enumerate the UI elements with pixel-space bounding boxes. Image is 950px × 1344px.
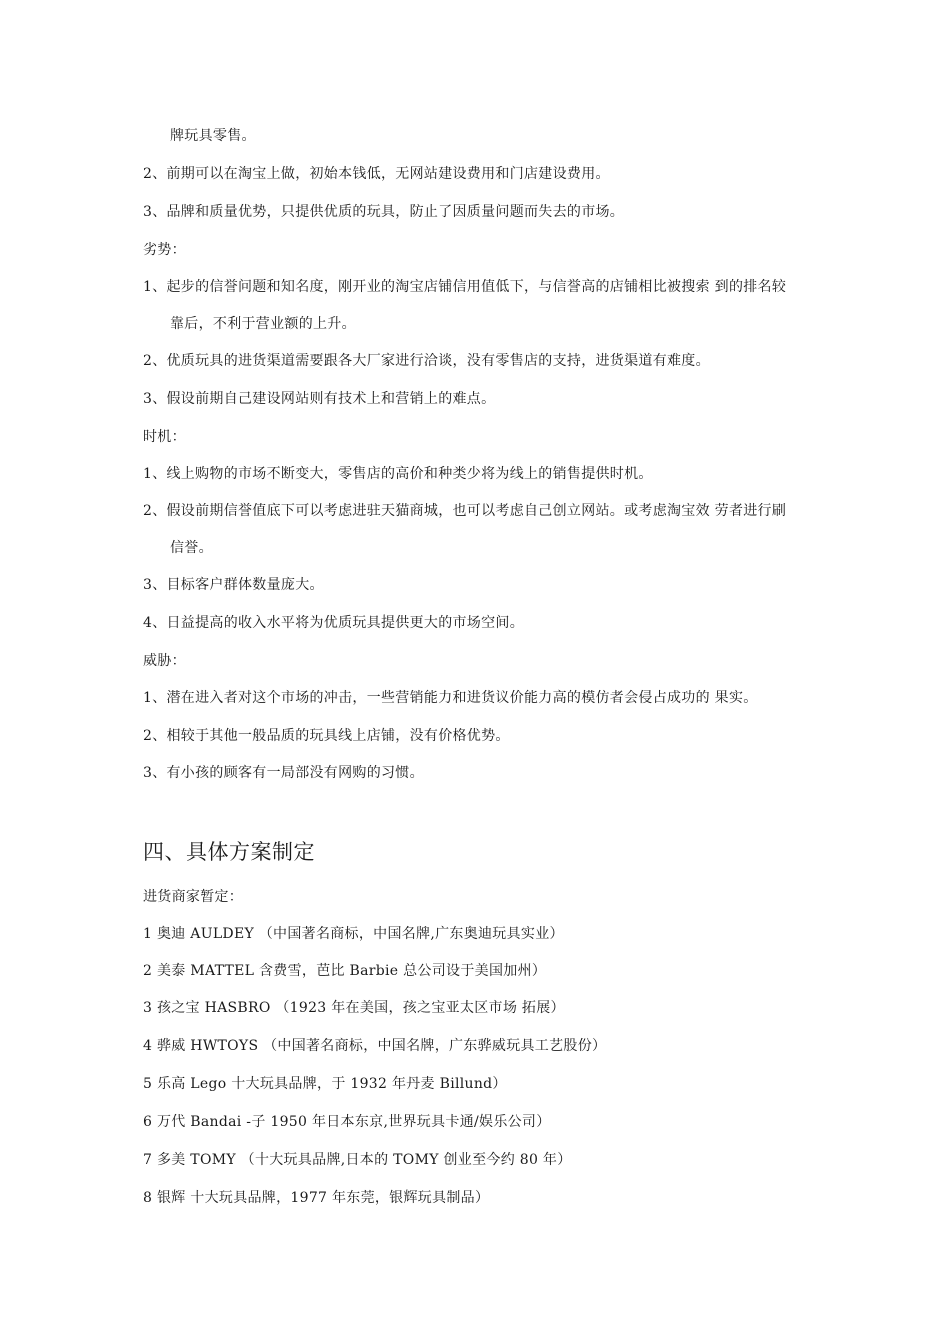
opportunity-item-1: 1、线上购物的市场不断变大，零售店的高价和种类少将为线上的销售提供时机。 <box>143 466 653 482</box>
threat-item-1: 1、潜在进入者对这个市场的冲击，一些营销能力和进货议价能力高的模仿者会侵占成功的 果实。 <box>143 690 758 706</box>
strength-item-2: 2、前期可以在淘宝上做，初始本钱低，无网站建设费用和门店建设费用。 <box>143 166 610 182</box>
weakness-item-1-continued: 靠后，不利于营业额的上升。 <box>170 316 356 332</box>
threats-title: 威胁： <box>143 653 186 669</box>
supplier-item: 1 奥迪 AULDEY （中国著名商标，中国名牌,广东奥迪玩具实业） <box>143 926 564 942</box>
supplier-item: 2 美泰 MATTEL 含费雪，芭比 Barbie 总公司设于美国加州） <box>143 963 547 979</box>
supplier-item: 3 孩之宝 HASBRO （1923 年在美国，孩之宝亚太区市场 拓展） <box>143 1000 565 1016</box>
opportunity-item-3: 3、目标客户群体数量庞大。 <box>143 577 324 593</box>
supplier-item: 6 万代 Bandai -子 1950 年日本东京,世界玩具卡通/娱乐公司） <box>143 1114 551 1130</box>
supplier-item: 4 骅威 HWTOYS （中国著名商标，中国名牌，广东骅威玩具工艺股份） <box>143 1038 607 1054</box>
weakness-item-2: 2、优质玩具的进货渠道需要跟各大厂家进行洽谈，没有零售店的支持，进货渠道有难度。 <box>143 353 710 369</box>
strength-item-3: 3、品牌和质量优势，只提供优质的玩具，防止了因质量问题而失去的市场。 <box>143 204 625 220</box>
opportunity-item-4: 4、日益提高的收入水平将为优质玩具提供更大的市场空间。 <box>143 615 525 631</box>
strength-item-1-continued: 牌玩具零售。 <box>170 128 256 144</box>
section-heading: 四、具体方案制定 <box>143 840 315 864</box>
supplier-item: 5 乐高 Lego 十大玩具品牌，于 1932 年丹麦 Billund） <box>143 1076 507 1092</box>
supplier-item: 7 多美 TOMY （十大玩具品牌,日本的 TOMY 创业至今约 80 年） <box>143 1152 572 1168</box>
weaknesses-title: 劣势： <box>143 242 186 258</box>
opportunity-item-2-continued: 信誉。 <box>170 540 213 556</box>
opportunities-title: 时机： <box>143 429 186 445</box>
opportunity-item-2: 2、假设前期信誉值底下可以考虑进驻天猫商城，也可以考虑自己创立网站。或考虑淘宝效 劳者进行刷 <box>143 503 787 519</box>
weakness-item-1: 1、起步的信誉问题和知名度，刚开业的淘宝店铺信用值低下，与信誉高的店铺相比被搜索 到的排名较 <box>143 279 787 295</box>
supplier-intro: 进货商家暂定： <box>143 889 244 905</box>
supplier-item: 8 银辉 十大玩具品牌，1977 年东莞，银辉玩具制品） <box>143 1190 490 1206</box>
threat-item-2: 2、相较于其他一般品质的玩具线上店铺，没有价格优势。 <box>143 728 510 744</box>
threat-item-3: 3、有小孩的顾客有一局部没有网购的习惯。 <box>143 765 424 781</box>
weakness-item-3: 3、假设前期自己建设网站则有技术上和营销上的难点。 <box>143 391 496 407</box>
